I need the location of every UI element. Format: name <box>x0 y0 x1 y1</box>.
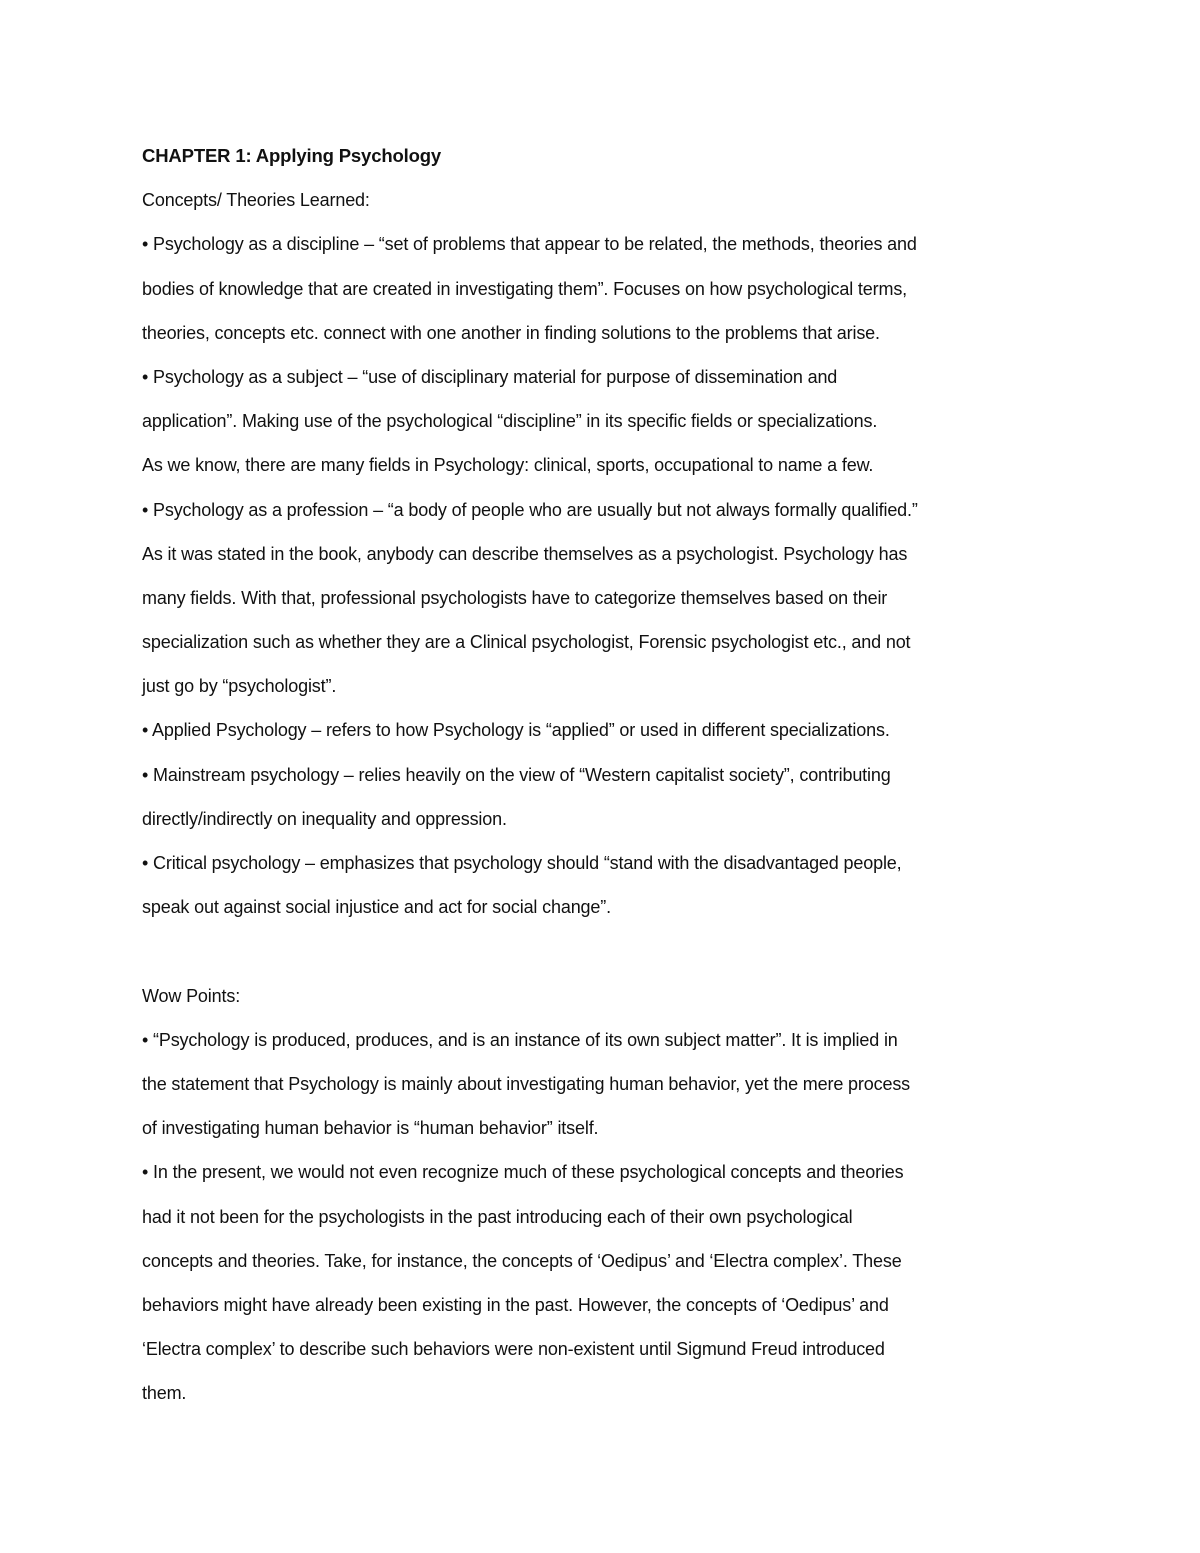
text-line: As we know, there are many fields in Psychology: clinical, sports, occupational to name a few. <box>142 455 874 476</box>
text-line: directly/indirectly on inequality and oppression. <box>142 808 507 829</box>
text-line: • “Psychology is produced, produces, and is an instance of its own subject matter”. It is implied in <box>142 1029 898 1050</box>
text-line: As it was stated in the book, anybody can describe themselves as a psychologist. Psychology has <box>142 543 908 564</box>
text-line: had it not been for the psychologists in the past introducing each of their own psychological <box>142 1206 853 1227</box>
text-line: ‘Electra complex’ to describe such behaviors were non-existent until Sigmund Freud introduced <box>142 1339 885 1360</box>
text-line: of investigating human behavior is “human behavior” itself. <box>142 1118 599 1139</box>
text-line: them. <box>142 1383 187 1404</box>
text-line: • Psychology as a profession – “a body of people who are usually but not always formally qualified.” <box>142 499 918 520</box>
text-line: concepts and theories. Take, for instance, the concepts of ‘Oedipus’ and ‘Electra complex’. These <box>142 1250 902 1271</box>
chapter-title: CHAPTER 1: Applying Psychology <box>142 145 442 166</box>
text-line: • Psychology as a subject – “use of disciplinary material for purpose of dissemination and <box>142 366 838 387</box>
text-line: • Mainstream psychology – relies heavily on the view of “Western capitalist society”, contributing <box>142 764 891 785</box>
text-line: • Applied Psychology – refers to how Psychology is “applied” or used in different specializations. <box>142 720 890 741</box>
text-line: just go by “psychologist”. <box>142 676 337 697</box>
wow-points-section <box>142 1022 1022 1420</box>
text-line: many fields. With that, professional psychologists have to categorize themselves based on their <box>142 587 888 608</box>
text-line: specialization such as whether they are a Clinical psychologist, Forensic psychologist etc., and not <box>142 632 911 653</box>
text-line: behaviors might have already been existing in the past. However, the concepts of ‘Oedipus’ and <box>142 1294 889 1315</box>
blank-line <box>142 933 1022 977</box>
text-line: • Psychology as a discipline – “set of problems that appear to be related, the methods, theories and <box>142 234 917 255</box>
text-line: • In the present, we would not even recognize much of these psychological concepts and theories <box>142 1162 904 1183</box>
text-line: the statement that Psychology is mainly about investigating human behavior, yet the mere process <box>142 1073 911 1094</box>
concepts-section <box>142 226 1022 933</box>
document-body <box>142 138 1022 1419</box>
section-heading-concepts: Concepts/ Theories Learned: <box>142 190 370 211</box>
text-line: bodies of knowledge that are created in investigating them”. Focuses on how psychological terms, <box>142 278 908 299</box>
text-line: application”. Making use of the psychological “discipline” in its specific fields or specializations. <box>142 411 878 432</box>
text-line: theories, concepts etc. connect with one another in finding solutions to the problems that arise. <box>142 322 880 343</box>
text-line: • Critical psychology – emphasizes that psychology should “stand with the disadvantaged people, <box>142 853 902 873</box>
section-heading-wow-points: Wow Points: <box>142 985 241 1006</box>
text-line: speak out against social injustice and act for social change”. <box>142 897 611 918</box>
